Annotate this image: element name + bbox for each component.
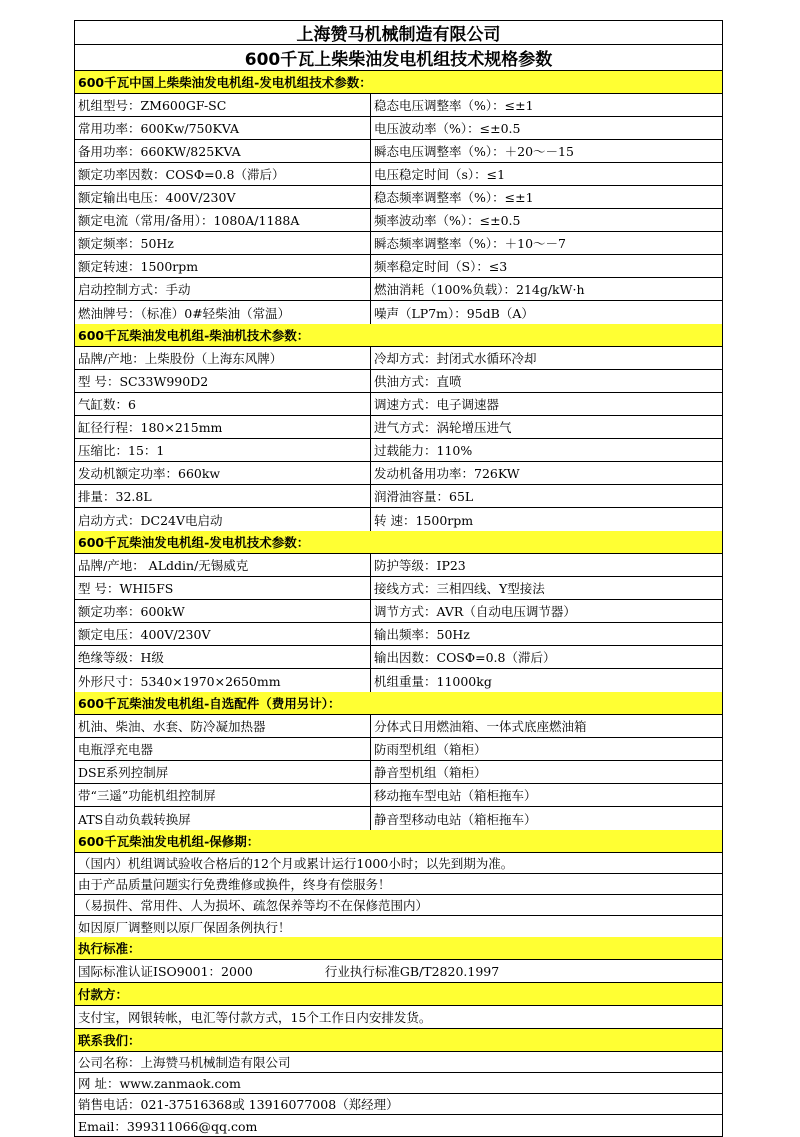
genset-spec-row (75, 117, 722, 140)
engine-spec-row (75, 416, 722, 439)
spec-cell-left: 电瓶浮充电器 (75, 738, 371, 760)
spec-cell-left: 压缩比：15：1 (75, 439, 371, 461)
spec-cell-right: 转 速：1500rpm (374, 512, 474, 528)
genset-spec-row (75, 140, 722, 163)
genset-spec-row (75, 186, 722, 209)
spec-cell-right: 润滑油容量：65L (374, 489, 474, 504)
alternator-spec-row (75, 577, 722, 600)
engine-spec-row (75, 370, 722, 393)
spec-cell-right: 稳态频率调整率（%）：≤±1 (374, 190, 534, 205)
spec-cell-left: 型 号：WHI5FS (75, 577, 371, 599)
payment-line: 支付宝，网银转帐，电汇等付款方式，15个工作日内安排发货。 (75, 1006, 722, 1029)
spec-cell-right: 输出因数：COSΦ=0.8（滞后） (374, 650, 556, 665)
alternator-spec-row (75, 669, 722, 692)
options-table (75, 715, 722, 830)
spec-cell-right: 移动拖车型电站（箱柜拖车） (374, 788, 537, 803)
document-title-text: 600千瓦上柴柴油发电机组技术规格参数 (244, 50, 553, 70)
section-header-standards: 执行标准： (75, 937, 722, 960)
warranty-line: 由于产品质量问题实行免费维修或换件，终身有偿服务！ (75, 874, 722, 895)
genset-spec-row (75, 232, 722, 255)
spec-cell-right: 噪声（LP7m）：95dB（A） (374, 305, 534, 321)
spec-cell-left: 额定功率：600kW (75, 600, 371, 622)
spec-cell-left: ATS自动负载转换屏 (75, 807, 371, 830)
option-row (75, 761, 722, 784)
spec-cell-right: 供油方式：直喷 (374, 374, 462, 389)
spec-cell-left: 额定电流（常用/备用）：1080A/1188A (75, 209, 371, 231)
spec-cell-left: 绝缘等级：H级 (75, 646, 371, 668)
genset-spec-row (75, 255, 722, 278)
option-row (75, 738, 722, 761)
genset-spec-row (75, 94, 722, 117)
spec-cell-right: 稳态电压调整率（%）：≤±1 (374, 98, 534, 113)
contact-line: 公司名称：上海赞马机械制造有限公司 (75, 1052, 722, 1073)
spec-sheet (74, 20, 723, 1137)
section-header-engine: 600千瓦柴油发电机组-柴油机技术参数： (75, 324, 722, 347)
section-header-alternator: 600千瓦柴油发电机组-发电机技术参数： (75, 531, 722, 554)
spec-cell-left: 气缸数：6 (75, 393, 371, 415)
spec-cell-right: 分体式日用燃油箱、一体式底座燃油箱 (374, 719, 587, 734)
spec-cell-right: 调节方式：AVR（自动电压调节器） (374, 604, 576, 619)
spec-cell-left: 启动控制方式：手动 (75, 278, 371, 300)
spec-cell-left: 品牌/产地： ALddin/无锡威克 (75, 554, 371, 576)
spec-cell-right: 频率波动率（%）：≤±0.5 (374, 213, 521, 228)
engine-table (75, 347, 722, 531)
spec-cell-left: 发动机额定功率：660kw (75, 462, 371, 484)
spec-cell-left: 备用功率：660KW/825KVA (75, 140, 371, 162)
spec-cell-left: DSE系列控制屏 (75, 761, 371, 783)
section-header-genset: 600千瓦中国上柴柴油发电机组-发电机组技术参数： (75, 71, 722, 94)
genset-spec-row (75, 278, 722, 301)
spec-cell-left: 额定输出电压：400V/230V (75, 186, 371, 208)
spec-cell-left: 机组型号：ZM600GF-SC (75, 94, 371, 116)
genset-table (75, 94, 722, 324)
spec-cell-right: 静音型移动电站（箱柜拖车） (374, 811, 537, 827)
spec-cell-left: 机油、柴油、水套、防冷凝加热器 (75, 715, 371, 737)
document-title (75, 45, 722, 71)
spec-cell-left: 额定转速：1500rpm (75, 255, 371, 277)
engine-spec-row (75, 462, 722, 485)
spec-cell-right: 电压波动率（%）：≤±0.5 (374, 121, 521, 136)
company-title (75, 21, 722, 45)
engine-spec-row (75, 439, 722, 462)
warranty-line: （国内）机组调试验收合格后的12个月或累计运行1000小时；以先到期为准。 (75, 853, 722, 874)
contact-line: 销售电话：021-37516368或 13916077008（郑经理） (75, 1094, 722, 1115)
standard-iso: 国际标准认证ISO9001：2000 (78, 964, 253, 979)
alternator-spec-row (75, 600, 722, 623)
spec-cell-right: 调速方式：电子调速器 (374, 397, 500, 412)
section-header-options: 600千瓦柴油发电机组-自选配件（费用另计）： (75, 692, 722, 715)
spec-cell-right: 机组重量：11000kg (374, 673, 492, 689)
warranty-line: 如因原厂调整则以原厂保固条例执行！ (78, 919, 291, 935)
warranty-line: （易损件、常用件、人为损坏、疏忽保养等均不在保修范围内） (75, 895, 722, 916)
warranty-block (75, 853, 722, 937)
spec-cell-left: 带“三遥”功能机组控制屏 (75, 784, 371, 806)
contact-line: 网 址：www.zanmaok.com (75, 1073, 722, 1094)
spec-cell-right: 冷却方式：封闭式水循环冷却 (374, 351, 537, 366)
section-header-warranty: 600千瓦柴油发电机组-保修期： (75, 830, 722, 853)
spec-cell-right: 防雨型机组（箱柜） (374, 742, 487, 757)
spec-cell-left: 缸径行程：180×215mm (75, 416, 371, 438)
standard-gb: 行业执行标准GB/T2820.1997 (324, 964, 500, 979)
alternator-spec-row (75, 646, 722, 669)
spec-cell-right: 频率稳定时间（S）：≤3 (374, 259, 508, 274)
section-header-contact: 联系我们： (75, 1029, 722, 1052)
spec-cell-left: 额定功率因数：COSΦ=0.8（滞后） (75, 163, 371, 185)
spec-cell-right: 进气方式：涡轮增压进气 (374, 420, 512, 435)
alternator-spec-row (75, 554, 722, 577)
spec-cell-right: 防护等级：IP23 (374, 558, 466, 573)
genset-spec-row (75, 209, 722, 232)
spec-cell-right: 输出频率：50Hz (374, 627, 470, 642)
spec-cell-left: 常用功率：600Kw/750KVA (75, 117, 371, 139)
spec-cell-right: 瞬态频率调整率（%）：＋10～－7 (374, 236, 566, 251)
spec-cell-left: 外形尺寸：5340×1970×2650mm (75, 669, 371, 692)
spec-cell-right: 接线方式：三相四线、Y型接法 (374, 581, 545, 596)
spec-cell-left: 启动方式：DC24V电启动 (75, 508, 371, 531)
spec-cell-left: 额定电压：400V/230V (75, 623, 371, 645)
engine-spec-row (75, 508, 722, 531)
spec-cell-left: 品牌/产地：上柴股份（上海东风牌） (75, 347, 371, 369)
spec-cell-right: 瞬态电压调整率（%）：＋20～－15 (374, 144, 574, 159)
section-header-payment: 付款方： (75, 983, 722, 1006)
genset-spec-row (75, 163, 722, 186)
spec-cell-left: 型 号：SC33W990D2 (75, 370, 371, 392)
option-row (75, 715, 722, 738)
spec-cell-left: 燃油牌号：（标准）0#轻柴油（常温） (75, 301, 371, 324)
spec-cell-right: 发动机备用功率：726KW (374, 466, 520, 481)
option-row (75, 784, 722, 807)
contact-block (75, 1052, 722, 1136)
engine-spec-row (75, 485, 722, 508)
option-row (75, 807, 722, 830)
spec-cell-right: 电压稳定时间（s）：≤1 (374, 167, 506, 182)
engine-spec-row (75, 393, 722, 416)
spec-cell-right: 燃油消耗（100%负载）：214g/kW·h (374, 282, 585, 297)
spec-cell-right: 过载能力：110% (374, 443, 473, 458)
genset-spec-row (75, 301, 722, 324)
alternator-table (75, 554, 722, 692)
contact-line: Email：399311066@qq.com (78, 1118, 258, 1134)
alternator-spec-row (75, 623, 722, 646)
spec-cell-right: 静音型机组（箱柜） (374, 765, 487, 780)
engine-spec-row (75, 347, 722, 370)
standards-row (75, 960, 722, 983)
company-name: 上海赞马机械制造有限公司 (296, 25, 501, 45)
spec-cell-left: 排量：32.8L (75, 485, 371, 507)
spec-cell-left: 额定频率：50Hz (75, 232, 371, 254)
